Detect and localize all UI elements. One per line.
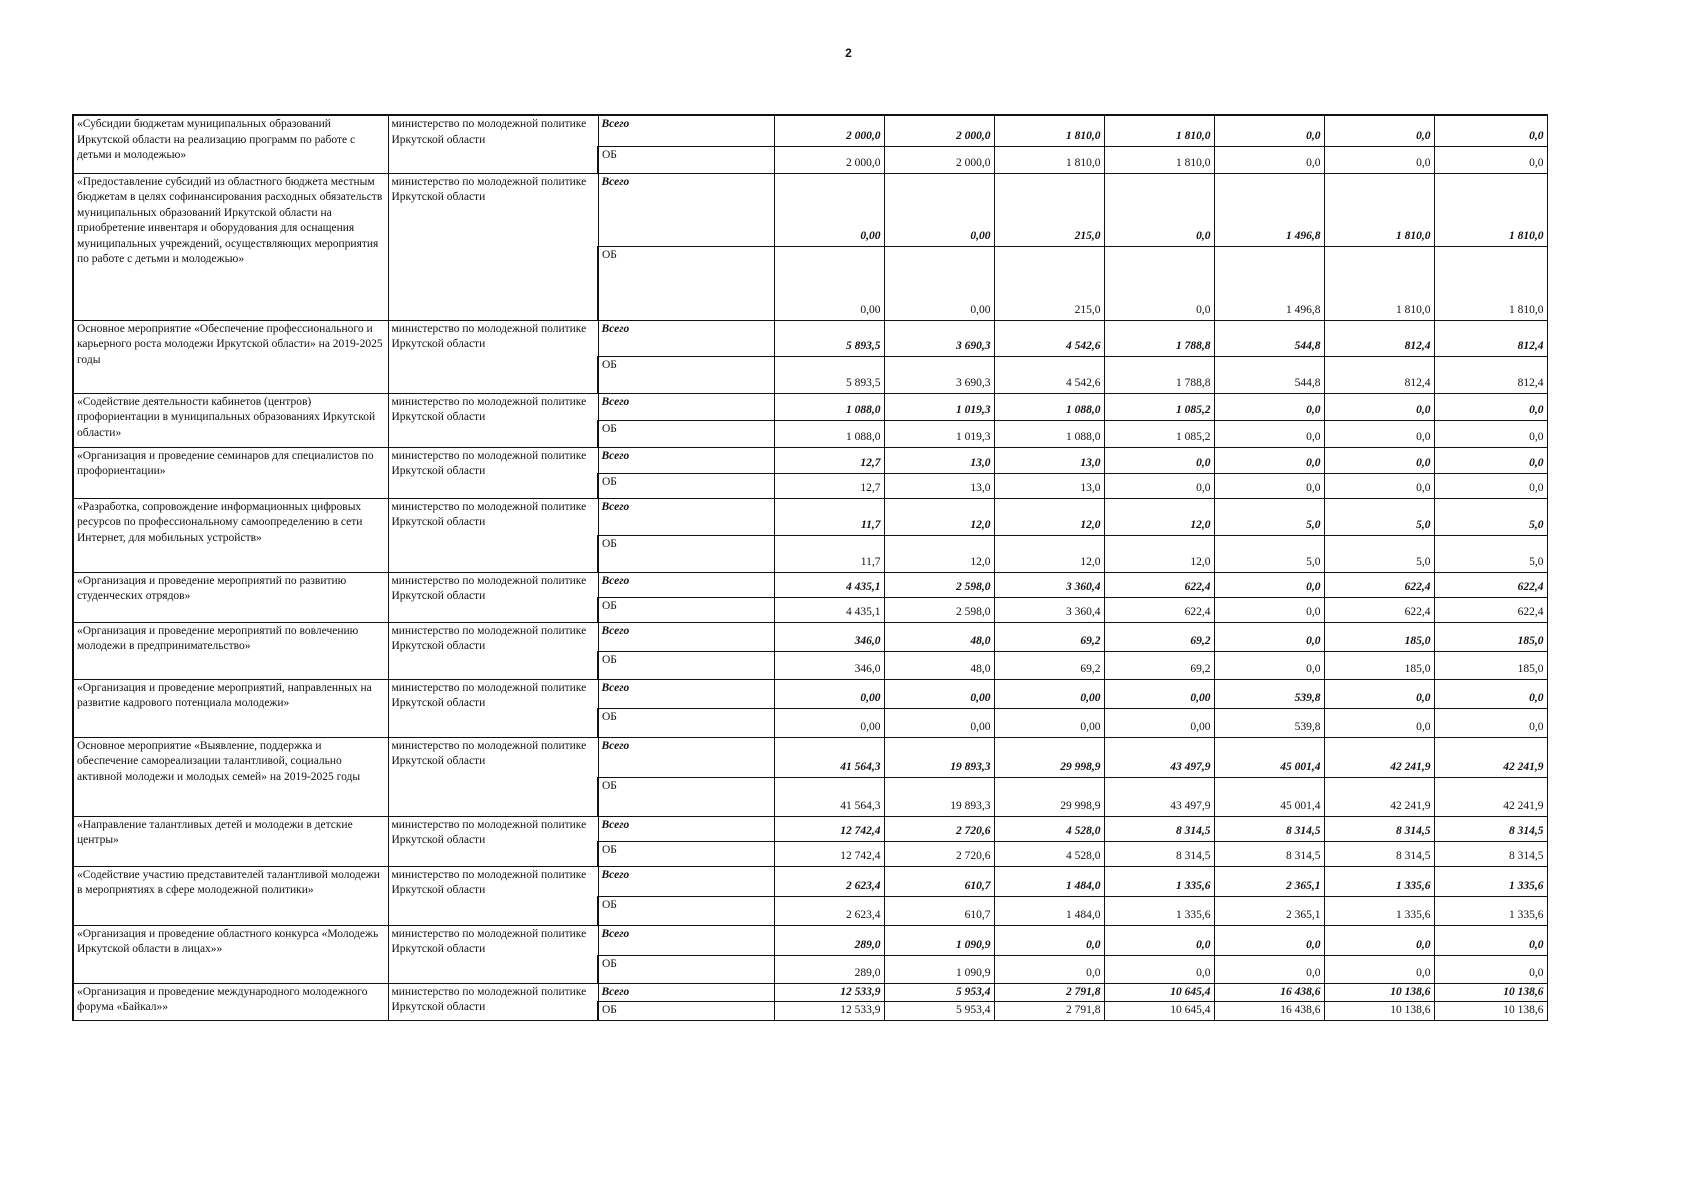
total-value: 2 598,0: [884, 572, 994, 597]
ob-value: 0,0: [1434, 420, 1547, 447]
ob-value: 0,00: [1104, 708, 1214, 737]
ob-value: 10 645,4: [1104, 1002, 1214, 1021]
table-row-total: [73, 173, 1547, 246]
total-value: 0,0: [1214, 572, 1324, 597]
total-value: 812,4: [1434, 320, 1547, 356]
total-value: 12 742,4: [774, 816, 884, 841]
funding-source-ob: ОБ: [598, 841, 774, 866]
measure-name: «Субсидии бюджетам муниципальных образований Иркутской области на реализацию программ по работе с детьми и молодежью»: [73, 115, 388, 173]
total-value: 29 998,9: [994, 737, 1104, 777]
measure-name: «Организация и проведение международного молодежного форума «Байкал»»: [73, 983, 388, 1020]
ob-value: 48,0: [884, 651, 994, 679]
ob-value: 1 484,0: [994, 896, 1104, 925]
ob-value: 0,0: [1434, 955, 1547, 983]
total-value: 12,0: [1104, 498, 1214, 535]
ob-value: 0,0: [1324, 473, 1434, 498]
ob-value: 622,4: [1104, 597, 1214, 622]
ob-value: 0,0: [1434, 708, 1547, 737]
ob-value: 0,0: [1214, 955, 1324, 983]
ob-value: 346,0: [774, 651, 884, 679]
ob-value: 42 241,9: [1434, 777, 1547, 816]
ob-value: 1 335,6: [1104, 896, 1214, 925]
ob-value: 0,0: [1214, 146, 1324, 173]
ob-value: 0,0: [1104, 473, 1214, 498]
funding-source-total: Всего: [598, 447, 774, 473]
total-value: 0,0: [1434, 393, 1547, 420]
total-value: 13,0: [884, 447, 994, 473]
total-value: 16 438,6: [1214, 983, 1324, 1002]
total-value: 0,00: [994, 679, 1104, 708]
total-value: 0,0: [1324, 393, 1434, 420]
funding-source-total: Всего: [598, 572, 774, 597]
table-row-total: [73, 572, 1547, 597]
ob-value: 41 564,3: [774, 777, 884, 816]
funding-source-ob: ОБ: [598, 1002, 774, 1021]
total-value: 3 360,4: [994, 572, 1104, 597]
ob-value: 2 791,8: [994, 1002, 1104, 1021]
measure-name: «Организация и проведение областного конкурса «Молодежь Иркутской области в лицах»»: [73, 925, 388, 983]
total-value: 0,0: [1324, 115, 1434, 146]
responsible-executor: министерство по молодежной политике Иркутской области: [388, 737, 598, 816]
funding-source-total: Всего: [598, 737, 774, 777]
measure-name: Основное мероприятие «Выявление, поддержка и обеспечение самореализации талантливой, социально активной молодежи и молодых семей» на 2019-2025 годы: [73, 737, 388, 816]
table-row-total: [73, 393, 1547, 420]
total-value: 12,0: [994, 498, 1104, 535]
table-row-total: [73, 679, 1547, 708]
ob-value: 8 314,5: [1214, 841, 1324, 866]
total-value: 0,0: [1104, 447, 1214, 473]
total-value: 5 953,4: [884, 983, 994, 1002]
ob-value: 43 497,9: [1104, 777, 1214, 816]
ob-value: 2 365,1: [1214, 896, 1324, 925]
total-value: 8 314,5: [1104, 816, 1214, 841]
measure-name: «Направление талантливых детей и молодежи в детские центры»: [73, 816, 388, 866]
funding-source-ob: ОБ: [598, 420, 774, 447]
funding-source-total: Всего: [598, 320, 774, 356]
funding-source-ob: ОБ: [598, 708, 774, 737]
funding-source-total: Всего: [598, 498, 774, 535]
ob-value: 5 953,4: [884, 1002, 994, 1021]
ob-value: 0,0: [1434, 146, 1547, 173]
total-value: 12,0: [884, 498, 994, 535]
funding-source-ob: ОБ: [598, 651, 774, 679]
total-value: 0,0: [1214, 115, 1324, 146]
total-value: 41 564,3: [774, 737, 884, 777]
total-value: 1 810,0: [1434, 173, 1547, 246]
total-value: 69,2: [994, 622, 1104, 651]
total-value: 1 810,0: [1104, 115, 1214, 146]
table-row-total: [73, 447, 1547, 473]
ob-value: 1 810,0: [1104, 146, 1214, 173]
ob-value: 539,8: [1214, 708, 1324, 737]
total-value: 0,0: [1324, 925, 1434, 955]
measure-name: «Организация и проведение мероприятий, направленных на развитие кадрового потенциала молодежи»: [73, 679, 388, 737]
responsible-executor: министерство по молодежной политике Иркутской области: [388, 393, 598, 447]
responsible-executor: министерство по молодежной политике Иркутской области: [388, 447, 598, 498]
total-value: 0,00: [884, 173, 994, 246]
total-value: 1 019,3: [884, 393, 994, 420]
ob-value: 12,0: [1104, 535, 1214, 572]
table-row-total: [73, 816, 1547, 841]
total-value: 622,4: [1434, 572, 1547, 597]
ob-value: 2 000,0: [774, 146, 884, 173]
total-value: 69,2: [1104, 622, 1214, 651]
total-value: 8 314,5: [1214, 816, 1324, 841]
funding-source-ob: ОБ: [598, 896, 774, 925]
ob-value: 13,0: [994, 473, 1104, 498]
total-value: 2 791,8: [994, 983, 1104, 1002]
ob-value: 8 314,5: [1104, 841, 1214, 866]
ob-value: 0,0: [1214, 420, 1324, 447]
funding-source-ob: ОБ: [598, 473, 774, 498]
ob-value: 812,4: [1324, 356, 1434, 393]
ob-value: 5,0: [1214, 535, 1324, 572]
responsible-executor: министерство по молодежной политике Иркутской области: [388, 925, 598, 983]
total-value: 11,7: [774, 498, 884, 535]
responsible-executor: министерство по молодежной политике Иркутской области: [388, 679, 598, 737]
ob-value: 0,0: [1214, 597, 1324, 622]
ob-value: 1 810,0: [1324, 246, 1434, 320]
measure-name: «Организация и проведение мероприятий по вовлечению молодежи в предпринимательство»: [73, 622, 388, 679]
total-value: 0,0: [1434, 115, 1547, 146]
ob-value: 0,00: [774, 246, 884, 320]
responsible-executor: министерство по молодежной политике Иркутской области: [388, 498, 598, 572]
responsible-executor: министерство по молодежной политике Иркутской области: [388, 622, 598, 679]
total-value: 19 893,3: [884, 737, 994, 777]
measure-name: Основное мероприятие «Обеспечение профессионального и карьерного роста молодежи Иркутской области» на 2019-2025 годы: [73, 320, 388, 393]
ob-value: 3 690,3: [884, 356, 994, 393]
total-value: 2 000,0: [774, 115, 884, 146]
ob-value: 622,4: [1434, 597, 1547, 622]
total-value: 5,0: [1434, 498, 1547, 535]
responsible-executor: министерство по молодежной политике Иркутской области: [388, 983, 598, 1020]
total-value: 1 496,8: [1214, 173, 1324, 246]
total-value: 0,0: [1104, 173, 1214, 246]
total-value: 0,0: [994, 925, 1104, 955]
ob-value: 19 893,3: [884, 777, 994, 816]
ob-value: 10 138,6: [1324, 1002, 1434, 1021]
total-value: 4 435,1: [774, 572, 884, 597]
responsible-executor: министерство по молодежной политике Иркутской области: [388, 320, 598, 393]
ob-value: 289,0: [774, 955, 884, 983]
ob-value: 12,7: [774, 473, 884, 498]
ob-value: 12,0: [994, 535, 1104, 572]
total-value: 10 645,4: [1104, 983, 1214, 1002]
total-value: 2 365,1: [1214, 866, 1324, 896]
ob-value: 8 314,5: [1324, 841, 1434, 866]
funding-source-total: Всего: [598, 866, 774, 896]
measure-name: «Организация и проведение семинаров для специалистов по профориентации»: [73, 447, 388, 498]
funding-source-ob: ОБ: [598, 246, 774, 320]
ob-value: 5 893,5: [774, 356, 884, 393]
total-value: 0,0: [1214, 925, 1324, 955]
responsible-executor: министерство по молодежной политике Иркутской области: [388, 866, 598, 925]
total-value: 1 088,0: [994, 393, 1104, 420]
ob-value: 29 998,9: [994, 777, 1104, 816]
table-row-total: [73, 925, 1547, 955]
table-row-total: [73, 498, 1547, 535]
total-value: 2 623,4: [774, 866, 884, 896]
funding-source-total: Всего: [598, 816, 774, 841]
ob-value: 12 533,9: [774, 1002, 884, 1021]
ob-value: 812,4: [1434, 356, 1547, 393]
total-value: 10 138,6: [1434, 983, 1547, 1002]
total-value: 5,0: [1324, 498, 1434, 535]
total-value: 3 690,3: [884, 320, 994, 356]
funding-source-ob: ОБ: [598, 777, 774, 816]
ob-value: 215,0: [994, 246, 1104, 320]
ob-value: 42 241,9: [1324, 777, 1434, 816]
total-value: 2 000,0: [884, 115, 994, 146]
ob-value: 0,00: [994, 708, 1104, 737]
ob-value: 0,0: [1324, 708, 1434, 737]
total-value: 0,0: [1324, 447, 1434, 473]
total-value: 812,4: [1324, 320, 1434, 356]
funding-source-ob: ОБ: [598, 356, 774, 393]
funding-source-ob: ОБ: [598, 146, 774, 173]
total-value: 0,0: [1324, 679, 1434, 708]
ob-value: 1 810,0: [994, 146, 1104, 173]
total-value: 1 090,9: [884, 925, 994, 955]
total-value: 12,7: [774, 447, 884, 473]
total-value: 346,0: [774, 622, 884, 651]
total-value: 8 314,5: [1324, 816, 1434, 841]
ob-value: 16 438,6: [1214, 1002, 1324, 1021]
total-value: 185,0: [1434, 622, 1547, 651]
funding-source-total: Всего: [598, 983, 774, 1002]
total-value: 0,0: [1214, 622, 1324, 651]
total-value: 0,0: [1214, 447, 1324, 473]
ob-value: 1 496,8: [1214, 246, 1324, 320]
total-value: 0,00: [1104, 679, 1214, 708]
ob-value: 2 598,0: [884, 597, 994, 622]
ob-value: 185,0: [1324, 651, 1434, 679]
total-value: 42 241,9: [1434, 737, 1547, 777]
ob-value: 1 088,0: [994, 420, 1104, 447]
ob-value: 0,00: [884, 708, 994, 737]
total-value: 48,0: [884, 622, 994, 651]
ob-value: 2 000,0: [884, 146, 994, 173]
total-value: 1 810,0: [994, 115, 1104, 146]
total-value: 12 533,9: [774, 983, 884, 1002]
measure-name: «Содействие участию представителей талантливой молодежи в мероприятиях в сфере молодежной политики»: [73, 866, 388, 925]
total-value: 4 542,6: [994, 320, 1104, 356]
ob-value: 1 335,6: [1434, 896, 1547, 925]
table-row-total: [73, 622, 1547, 651]
total-value: 0,0: [1214, 393, 1324, 420]
total-value: 539,8: [1214, 679, 1324, 708]
ob-value: 0,0: [1434, 473, 1547, 498]
ob-value: 8 314,5: [1434, 841, 1547, 866]
total-value: 1 484,0: [994, 866, 1104, 896]
table-row-total: [73, 983, 1547, 1002]
ob-value: 4 435,1: [774, 597, 884, 622]
ob-value: 1 088,0: [774, 420, 884, 447]
ob-value: 1 085,2: [1104, 420, 1214, 447]
ob-value: 0,00: [884, 246, 994, 320]
ob-value: 69,2: [1104, 651, 1214, 679]
ob-value: 0,00: [774, 708, 884, 737]
total-value: 0,0: [1434, 679, 1547, 708]
total-value: 5,0: [1214, 498, 1324, 535]
funding-source-total: Всего: [598, 679, 774, 708]
measure-name: «Содействие деятельности кабинетов (центров) профориентации в муниципальных образованиях Иркутской области»: [73, 393, 388, 447]
responsible-executor: министерство по молодежной политике Иркутской области: [388, 115, 598, 173]
total-value: 1 335,6: [1434, 866, 1547, 896]
total-value: 4 528,0: [994, 816, 1104, 841]
total-value: 1 088,0: [774, 393, 884, 420]
table-row-total: [73, 115, 1547, 146]
funding-source-total: Всего: [598, 925, 774, 955]
ob-value: 4 542,6: [994, 356, 1104, 393]
ob-value: 1 090,9: [884, 955, 994, 983]
ob-value: 5,0: [1434, 535, 1547, 572]
total-value: 8 314,5: [1434, 816, 1547, 841]
total-value: 13,0: [994, 447, 1104, 473]
ob-value: 2 720,6: [884, 841, 994, 866]
ob-value: 622,4: [1324, 597, 1434, 622]
total-value: 1 788,8: [1104, 320, 1214, 356]
total-value: 0,00: [774, 679, 884, 708]
ob-value: 10 138,6: [1434, 1002, 1547, 1021]
ob-value: 5,0: [1324, 535, 1434, 572]
total-value: 185,0: [1324, 622, 1434, 651]
ob-value: 0,0: [994, 955, 1104, 983]
measure-name: «Предоставление субсидий из областного бюджета местным бюджетам в целях софинансирования расходных обязательств муниципальных образований Иркутской области на приобретение инвентаря и оборудования для оснащения муниципальных учреждений, осуществляющих мероприятия по работе с детьми и молодежью»: [73, 173, 388, 320]
ob-value: 544,8: [1214, 356, 1324, 393]
total-value: 544,8: [1214, 320, 1324, 356]
ob-value: 2 623,4: [774, 896, 884, 925]
total-value: 45 001,4: [1214, 737, 1324, 777]
measure-name: «Организация и проведение мероприятий по развитию студенческих отрядов»: [73, 572, 388, 622]
ob-value: 610,7: [884, 896, 994, 925]
funding-source-total: Всего: [598, 173, 774, 246]
total-value: 1 335,6: [1324, 866, 1434, 896]
page-number: 2: [845, 46, 852, 60]
ob-value: 1 810,0: [1434, 246, 1547, 320]
ob-value: 13,0: [884, 473, 994, 498]
table-row-total: [73, 320, 1547, 356]
total-value: 0,00: [774, 173, 884, 246]
ob-value: 0,0: [1214, 473, 1324, 498]
budget-table: [72, 114, 1548, 1021]
ob-value: 0,0: [1324, 955, 1434, 983]
total-value: 622,4: [1324, 572, 1434, 597]
ob-value: 0,0: [1104, 955, 1214, 983]
ob-value: 11,7: [774, 535, 884, 572]
funding-source-ob: ОБ: [598, 597, 774, 622]
total-value: 1 810,0: [1324, 173, 1434, 246]
ob-value: 185,0: [1434, 651, 1547, 679]
funding-source-ob: ОБ: [598, 535, 774, 572]
ob-value: 69,2: [994, 651, 1104, 679]
funding-source-total: Всего: [598, 115, 774, 146]
funding-source-total: Всего: [598, 622, 774, 651]
total-value: 0,00: [884, 679, 994, 708]
total-value: 5 893,5: [774, 320, 884, 356]
responsible-executor: министерство по молодежной политике Иркутской области: [388, 572, 598, 622]
ob-value: 12,0: [884, 535, 994, 572]
ob-value: 12 742,4: [774, 841, 884, 866]
total-value: 43 497,9: [1104, 737, 1214, 777]
ob-value: 0,0: [1324, 146, 1434, 173]
total-value: 42 241,9: [1324, 737, 1434, 777]
ob-value: 0,0: [1214, 651, 1324, 679]
total-value: 2 720,6: [884, 816, 994, 841]
ob-value: 0,0: [1104, 246, 1214, 320]
total-value: 1 335,6: [1104, 866, 1214, 896]
responsible-executor: министерство по молодежной политике Иркутской области: [388, 816, 598, 866]
measure-name: «Разработка, сопровождение информационных цифровых ресурсов по профессиональному самоопределению в сети Интернет, для мобильных устройств»: [73, 498, 388, 572]
ob-value: 0,0: [1324, 420, 1434, 447]
total-value: 1 085,2: [1104, 393, 1214, 420]
ob-value: 1 019,3: [884, 420, 994, 447]
funding-source-ob: ОБ: [598, 955, 774, 983]
ob-value: 3 360,4: [994, 597, 1104, 622]
total-value: 622,4: [1104, 572, 1214, 597]
funding-source-total: Всего: [598, 393, 774, 420]
total-value: 0,0: [1434, 447, 1547, 473]
table-row-total: [73, 866, 1547, 896]
ob-value: 45 001,4: [1214, 777, 1324, 816]
total-value: 0,0: [1434, 925, 1547, 955]
ob-value: 1 788,8: [1104, 356, 1214, 393]
total-value: 0,0: [1104, 925, 1214, 955]
total-value: 289,0: [774, 925, 884, 955]
ob-value: 4 528,0: [994, 841, 1104, 866]
table-row-total: [73, 737, 1547, 777]
total-value: 215,0: [994, 173, 1104, 246]
responsible-executor: министерство по молодежной политике Иркутской области: [388, 173, 598, 320]
total-value: 10 138,6: [1324, 983, 1434, 1002]
ob-value: 1 335,6: [1324, 896, 1434, 925]
total-value: 610,7: [884, 866, 994, 896]
